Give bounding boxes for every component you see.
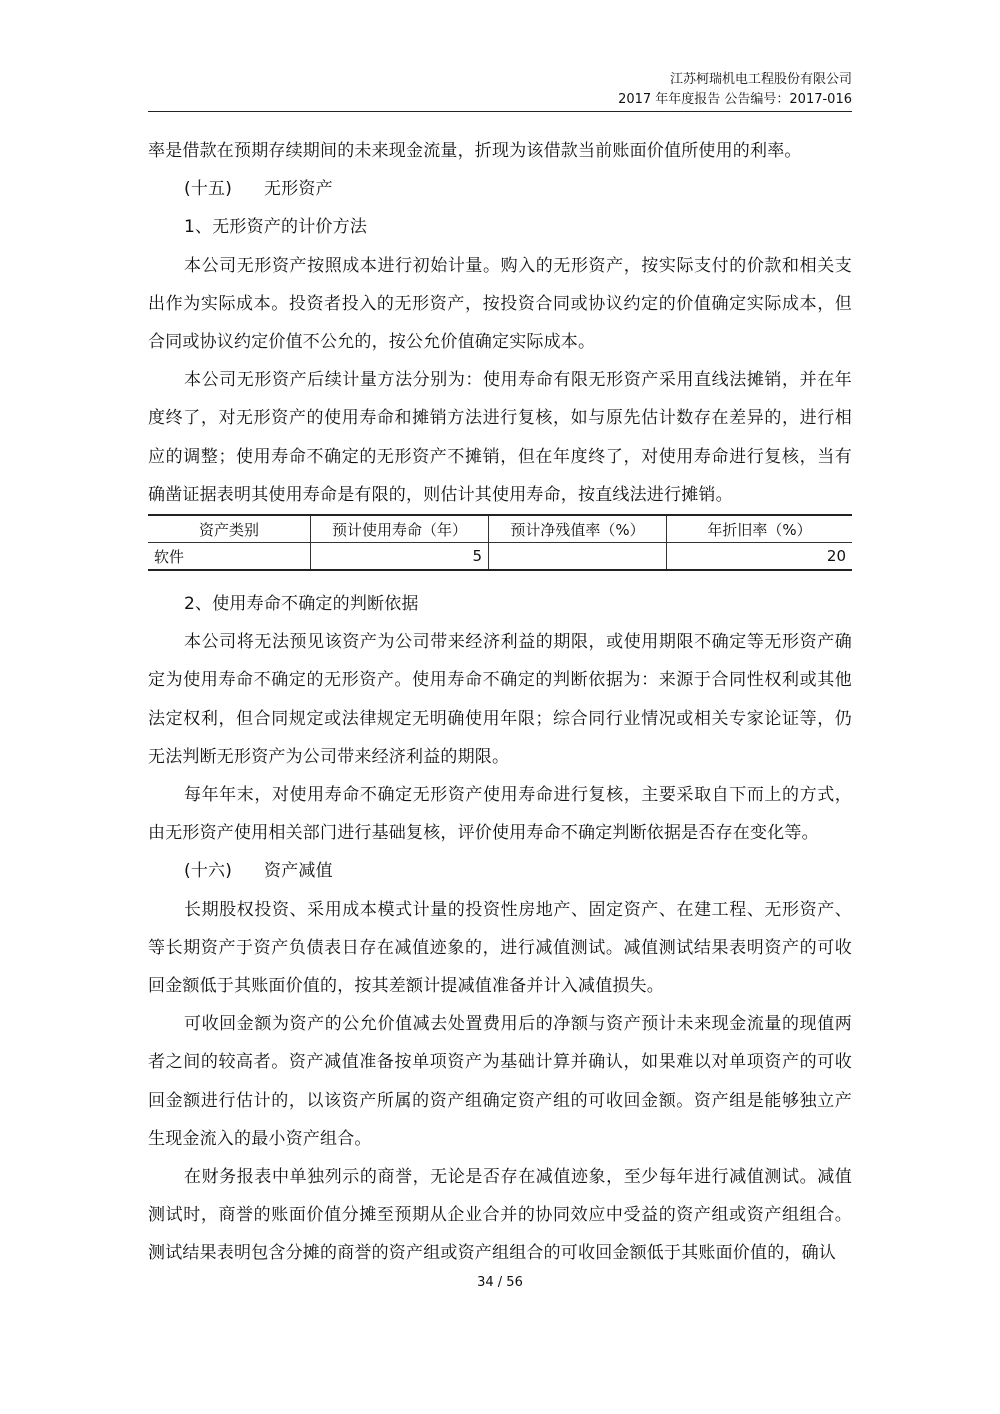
amortization-table (148, 514, 852, 571)
header-rule (148, 111, 852, 112)
table-cell-life: 5 (311, 543, 489, 571)
section-title: 无形资产 (264, 179, 333, 200)
paragraph: 率是借款在预期存续期间的未来现金流量，折现为该借款当前账面价值所使用的利率。 (148, 141, 802, 161)
company-name: 江苏柯瑞机电工程股份有限公司 (669, 72, 852, 87)
table-cell-category: 软件 (148, 543, 311, 571)
table-header-cell: 预计使用寿命（年） (311, 515, 489, 543)
paragraph: 本公司无形资产按照成本进行初始计量。购入的无形资产，按实际支付的价款和相关支出作为实际成本。投资者投入的无形资产，按投资合同或协议约定的价值确定实际成本，但合同或协议约定价值不公允的，按公允价值确定实际成本。 (148, 255, 852, 353)
subsection-heading: 1、无形资产的计价方法 (184, 217, 368, 238)
report-number: 2017 年年度报告 公告编号：2017-016 (618, 92, 852, 107)
paragraph: 在财务报表中单独列示的商誉，无论是否存在减值迹象，至少每年进行减值测试。减值测试时，商誉的账面价值分摊至预期从企业合并的协同效应中受益的资产组或资产组组合。测试结果表明包含分摊的商誉的资产组或资产组组合的可收回金额低于其账面价值的，确认 (148, 1167, 852, 1264)
table-header-row (148, 515, 852, 543)
section-heading-15 (148, 170, 852, 208)
section-number: (十六) (184, 861, 233, 882)
paragraph: 本公司无形资产后续计量方法分别为：使用寿命有限无形资产采用直线法摊销，并在年度终了，对无形资产的使用寿命和摊销方法进行复核，如与原先估计数存在差异的，进行相应的调整；使用寿命不确定的无形资产不摊销，但在年度终了，对使用寿命进行复核，当有确凿证据表明其使用寿命是有限的，则估计其使用寿命，按直线法进行摊销。 (148, 370, 852, 505)
page-header (148, 70, 852, 110)
paragraph: 长期股权投资、采用成本模式计量的投资性房地产、固定资产、在建工程、无形资产、等长期资产于资产负债表日存在减值迹象的，进行减值测试。减值测试结果表明资产的可收回金额低于其账面价值的，按其差额计提减值准备并计入减值损失。 (148, 899, 852, 997)
paragraph: 可收回金额为资产的公允价值减去处置费用后的净额与资产预计未来现金流量的现值两者之间的较高者。资产减值准备按单项资产为基础计算并确认，如果难以对单项资产的可收回金额进行估计的，以该资产所属的资产组确定资产组的可收回金额。资产组是能够独立产生现金流入的最小资产组合。 (148, 1014, 852, 1149)
paragraph: 每年年末，对使用寿命不确定无形资产使用寿命进行复核，主要采取自下而上的方式，由无形资产使用相关部门进行基础复核，评价使用寿命不确定判断依据是否存在变化等。 (148, 785, 852, 844)
document-body (148, 132, 852, 1273)
subsection-heading: 2、使用寿命不确定的判断依据 (184, 594, 419, 615)
section-heading-16 (148, 852, 852, 890)
page-number: 34 / 56 (477, 1275, 523, 1290)
table-header-cell: 年折旧率（%） (667, 515, 853, 543)
section-number: (十五) (184, 179, 233, 200)
table-header-cell: 资产类别 (148, 515, 311, 543)
table-cell-residual (489, 543, 667, 571)
table-header-cell: 预计净残值率（%） (489, 515, 667, 543)
table-row (148, 543, 852, 571)
table-cell-rate: 20 (667, 543, 853, 571)
paragraph: 本公司将无法预见该资产为公司带来经济利益的期限，或使用期限不确定等无形资产确定为使用寿命不确定的无形资产。使用寿命不确定的判断依据为：来源于合同性权利或其他法定权利，但合同规定或法律规定无明确使用年限；综合同行业情况或相关专家论证等，仍无法判断无形资产为公司带来经济利益的期限。 (148, 632, 852, 767)
section-title: 资产减值 (264, 861, 333, 882)
